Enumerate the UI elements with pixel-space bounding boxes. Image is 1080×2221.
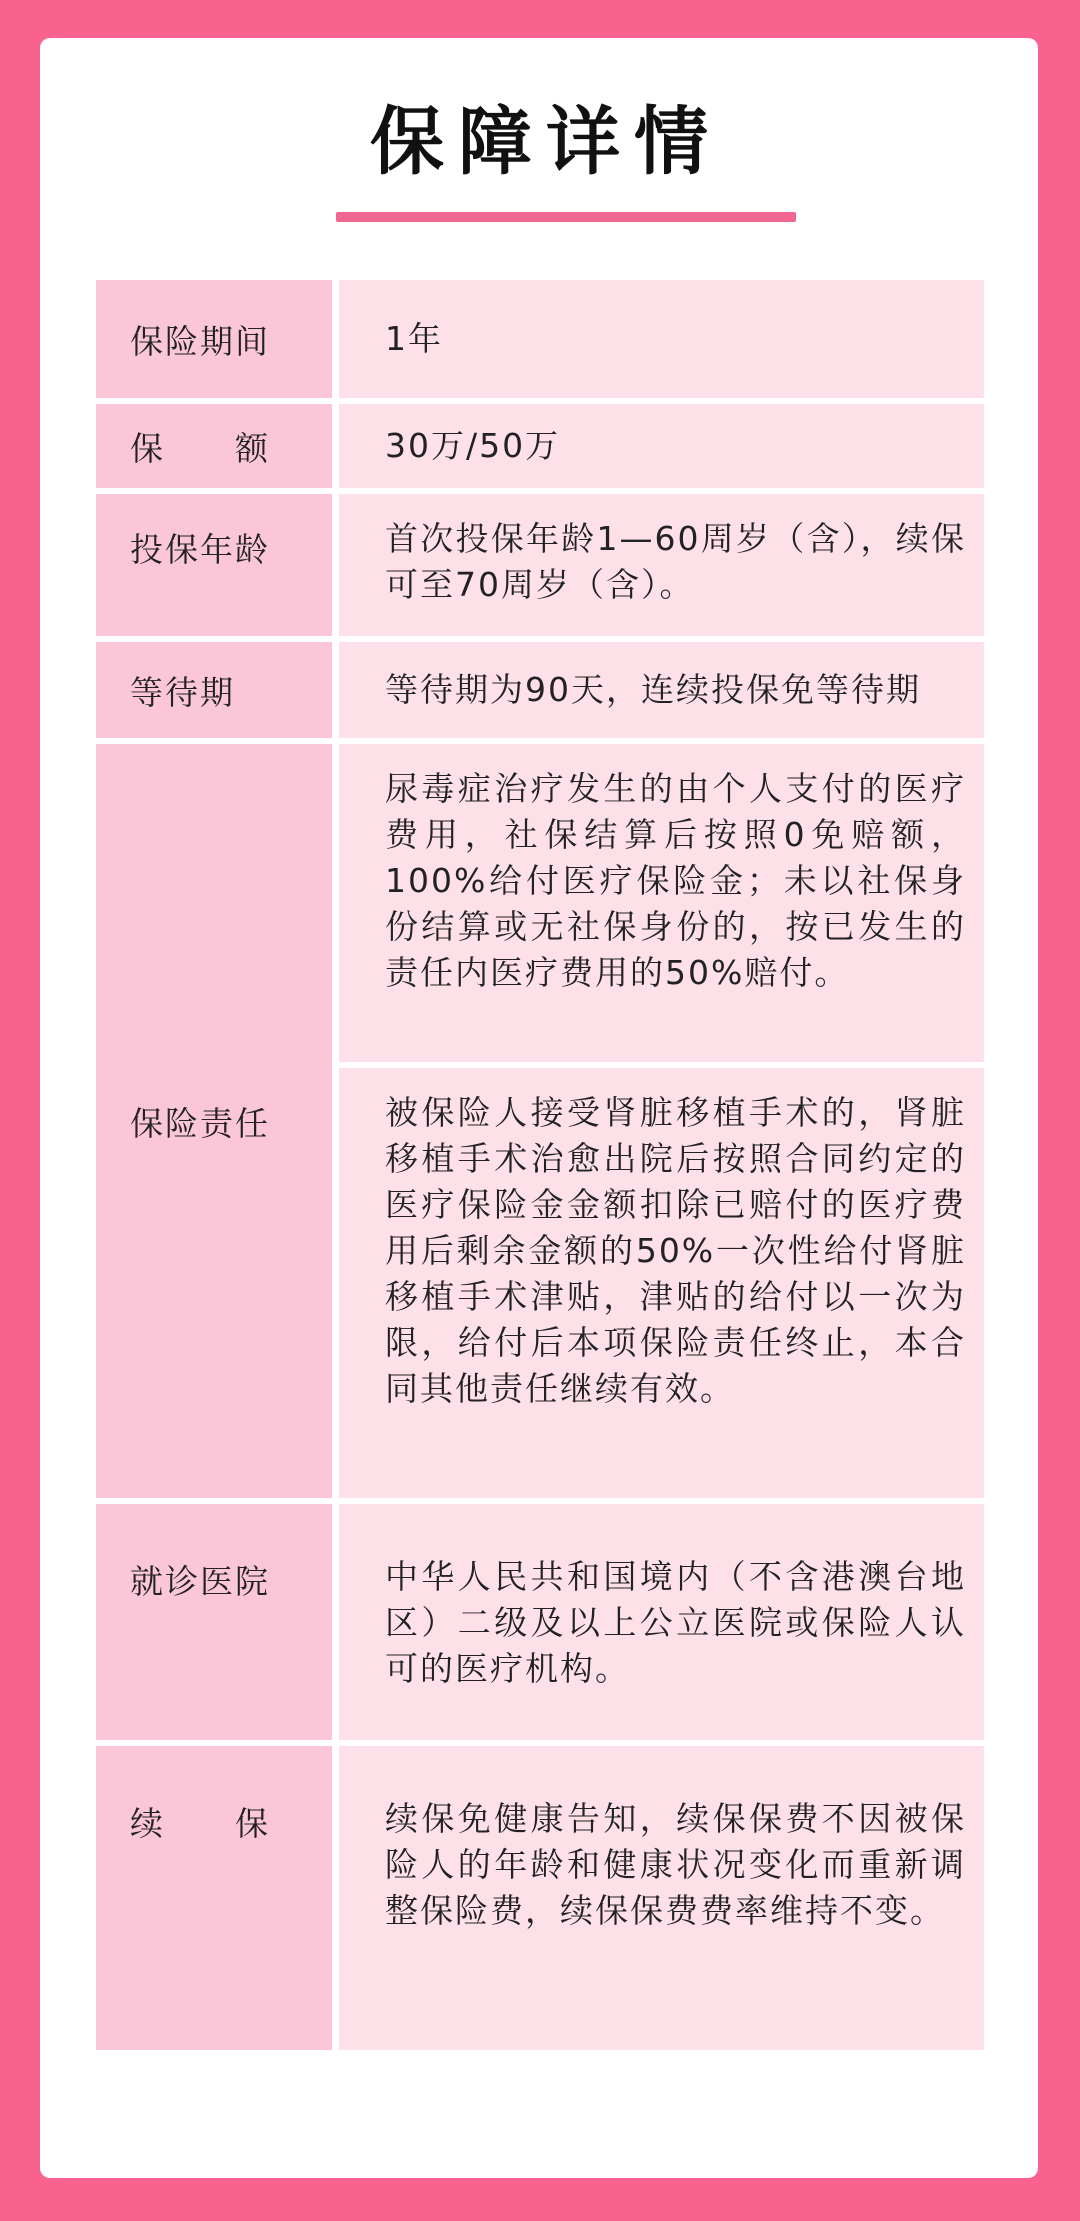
row-label: 投保年龄 (96, 494, 332, 636)
table-row-age (96, 494, 984, 636)
coverage-table (96, 280, 984, 2056)
row-label: 保险责任 (96, 744, 332, 1498)
row-value: 首次投保年龄1—60周岁（含），续保可至70周岁（含）。 (339, 494, 984, 636)
row-value: 中华人民共和国境内（不含港澳台地区）二级及以上公立医院或保险人认可的医疗机构。 (339, 1504, 984, 1740)
row-value: 等待期为90天，连续投保免等待期 (339, 642, 984, 738)
table-row-liability (96, 744, 984, 1498)
row-label: 就诊医院 (96, 1504, 332, 1740)
table-row-hospital (96, 1504, 984, 1740)
row-value: 30万/50万 (339, 404, 984, 488)
table-row-amount (96, 404, 984, 488)
row-label: 续 保 (96, 1746, 332, 2050)
title-area (40, 100, 1038, 230)
table-row-renewal (96, 1746, 984, 2050)
content-card (40, 38, 1038, 2178)
row-label: 等待期 (96, 642, 332, 738)
row-label: 保险期间 (96, 280, 332, 398)
row-value: 被保险人接受肾脏移植手术的，肾脏移植手术治愈出院后按照合同约定的医疗保险金金额扣除已赔付的医疗费用后剩余金额的50%一次性给付肾脏移植手术津贴，津贴的给付以一次为限，给付后本项保险责任终止，本合同其他责任继续有效。 (339, 1068, 984, 1498)
page-title: 保障详情 (370, 99, 722, 185)
row-label: 保 额 (96, 404, 332, 488)
row-value: 续保免健康告知，续保保费不因被保险人的年龄和健康状况变化而重新调整保险费，续保保费费率维持不变。 (339, 1746, 984, 2050)
table-row-period (96, 280, 984, 398)
row-value: 1年 (339, 280, 984, 398)
title-underline (336, 212, 796, 222)
table-row-waiting (96, 642, 984, 738)
row-value: 尿毒症治疗发生的由个人支付的医疗费用，社保结算后按照0免赔额，100%给付医疗保险金；未以社保身份结算或无社保身份的，按已发生的责任内医疗费用的50%赔付。 (339, 744, 984, 1062)
